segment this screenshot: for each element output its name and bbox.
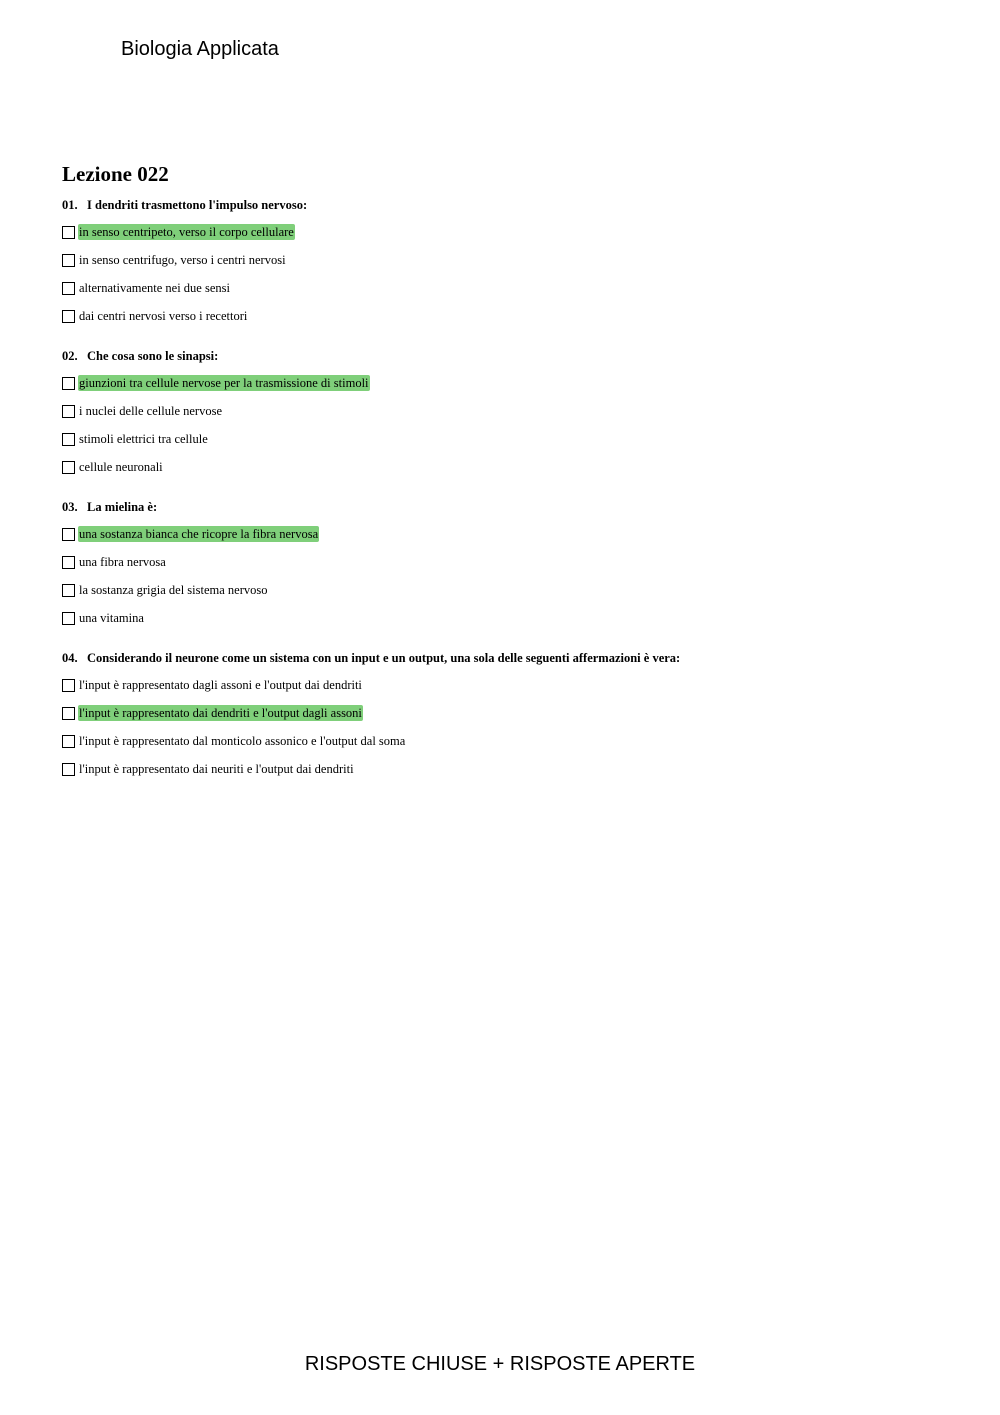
question-text [62, 499, 962, 515]
answer-checkbox[interactable] [62, 556, 75, 569]
question-text [62, 348, 962, 364]
answer-checkbox[interactable] [62, 707, 75, 720]
answer-checkbox[interactable] [62, 254, 75, 267]
answer-checkbox[interactable] [62, 310, 75, 323]
answer-text: l'input è rappresentato dal monticolo assonico e l'output dal soma [79, 734, 406, 748]
question-number: 04. [62, 651, 78, 665]
answer-checkbox[interactable] [62, 679, 75, 692]
answer-option[interactable] [62, 676, 962, 694]
answer-checkbox[interactable] [62, 282, 75, 295]
answer-checkbox[interactable] [62, 763, 75, 776]
page-footer: RISPOSTE CHIUSE + RISPOSTE APERTE [304, 1353, 696, 1375]
question-text [62, 650, 962, 666]
answer-text: alternativamente nei due sensi [79, 281, 230, 295]
answer-text: una sostanza bianca che ricopre la fibra nervosa [79, 527, 319, 541]
answer-option[interactable] [62, 430, 962, 448]
answer-option[interactable] [62, 525, 962, 543]
document-header-title: Biologia Applicata [121, 38, 279, 60]
answer-text: l'input è rappresentato dai dendriti e l'output dagli assoni [79, 706, 362, 720]
answer-checkbox[interactable] [62, 405, 75, 418]
answer-text: i nuclei delle cellule nervose [79, 404, 222, 418]
question-number: 01. [62, 198, 78, 212]
answer-option[interactable] [62, 402, 962, 420]
answer-option[interactable] [62, 251, 962, 269]
question-label: Considerando il neurone come un sistema con un input e un output, una sola delle seguenti affermazioni è vera: [87, 651, 681, 665]
question-number: 03. [62, 500, 78, 514]
answer-checkbox[interactable] [62, 528, 75, 541]
answer-option[interactable] [62, 307, 962, 325]
answer-text: stimoli elettrici tra cellule [79, 432, 208, 446]
lesson-title: Lezione 022 [62, 162, 169, 186]
answer-text: la sostanza grigia del sistema nervoso [79, 583, 268, 597]
answer-option[interactable] [62, 732, 962, 750]
answer-option[interactable] [62, 223, 962, 241]
answer-checkbox[interactable] [62, 584, 75, 597]
answer-text: giunzioni tra cellule nervose per la trasmissione di stimoli [79, 376, 369, 390]
question-01 [62, 197, 962, 335]
answer-text: l'input è rappresentato dagli assoni e l'output dai dendriti [79, 678, 362, 692]
answer-checkbox[interactable] [62, 433, 75, 446]
answer-option[interactable] [62, 458, 962, 476]
answer-checkbox[interactable] [62, 461, 75, 474]
question-03 [62, 499, 962, 637]
answer-option[interactable] [62, 553, 962, 571]
question-label: Che cosa sono le sinapsi: [87, 349, 219, 363]
answer-option[interactable] [62, 581, 962, 599]
answer-checkbox[interactable] [62, 226, 75, 239]
answer-option[interactable] [62, 609, 962, 627]
question-label: La mielina è: [87, 500, 158, 514]
question-02 [62, 348, 962, 486]
answer-checkbox[interactable] [62, 377, 75, 390]
answer-option[interactable] [62, 760, 962, 778]
answer-text: una fibra nervosa [79, 555, 166, 569]
answer-text: l'input è rappresentato dai neuriti e l'output dai dendriti [79, 762, 354, 776]
answer-checkbox[interactable] [62, 612, 75, 625]
answer-text: dai centri nervosi verso i recettori [79, 309, 248, 323]
question-text [62, 197, 962, 213]
question-label: I dendriti trasmettono l'impulso nervoso: [87, 198, 308, 212]
answer-text: in senso centrifugo, verso i centri nervosi [79, 253, 286, 267]
answer-option[interactable] [62, 704, 962, 722]
answer-text: cellule neuronali [79, 460, 163, 474]
answer-option[interactable] [62, 374, 962, 392]
question-number: 02. [62, 349, 78, 363]
answer-text: in senso centripeto, verso il corpo cellulare [79, 225, 294, 239]
question-04 [62, 650, 962, 788]
answer-text: una vitamina [79, 611, 144, 625]
answer-checkbox[interactable] [62, 735, 75, 748]
answer-option[interactable] [62, 279, 962, 297]
